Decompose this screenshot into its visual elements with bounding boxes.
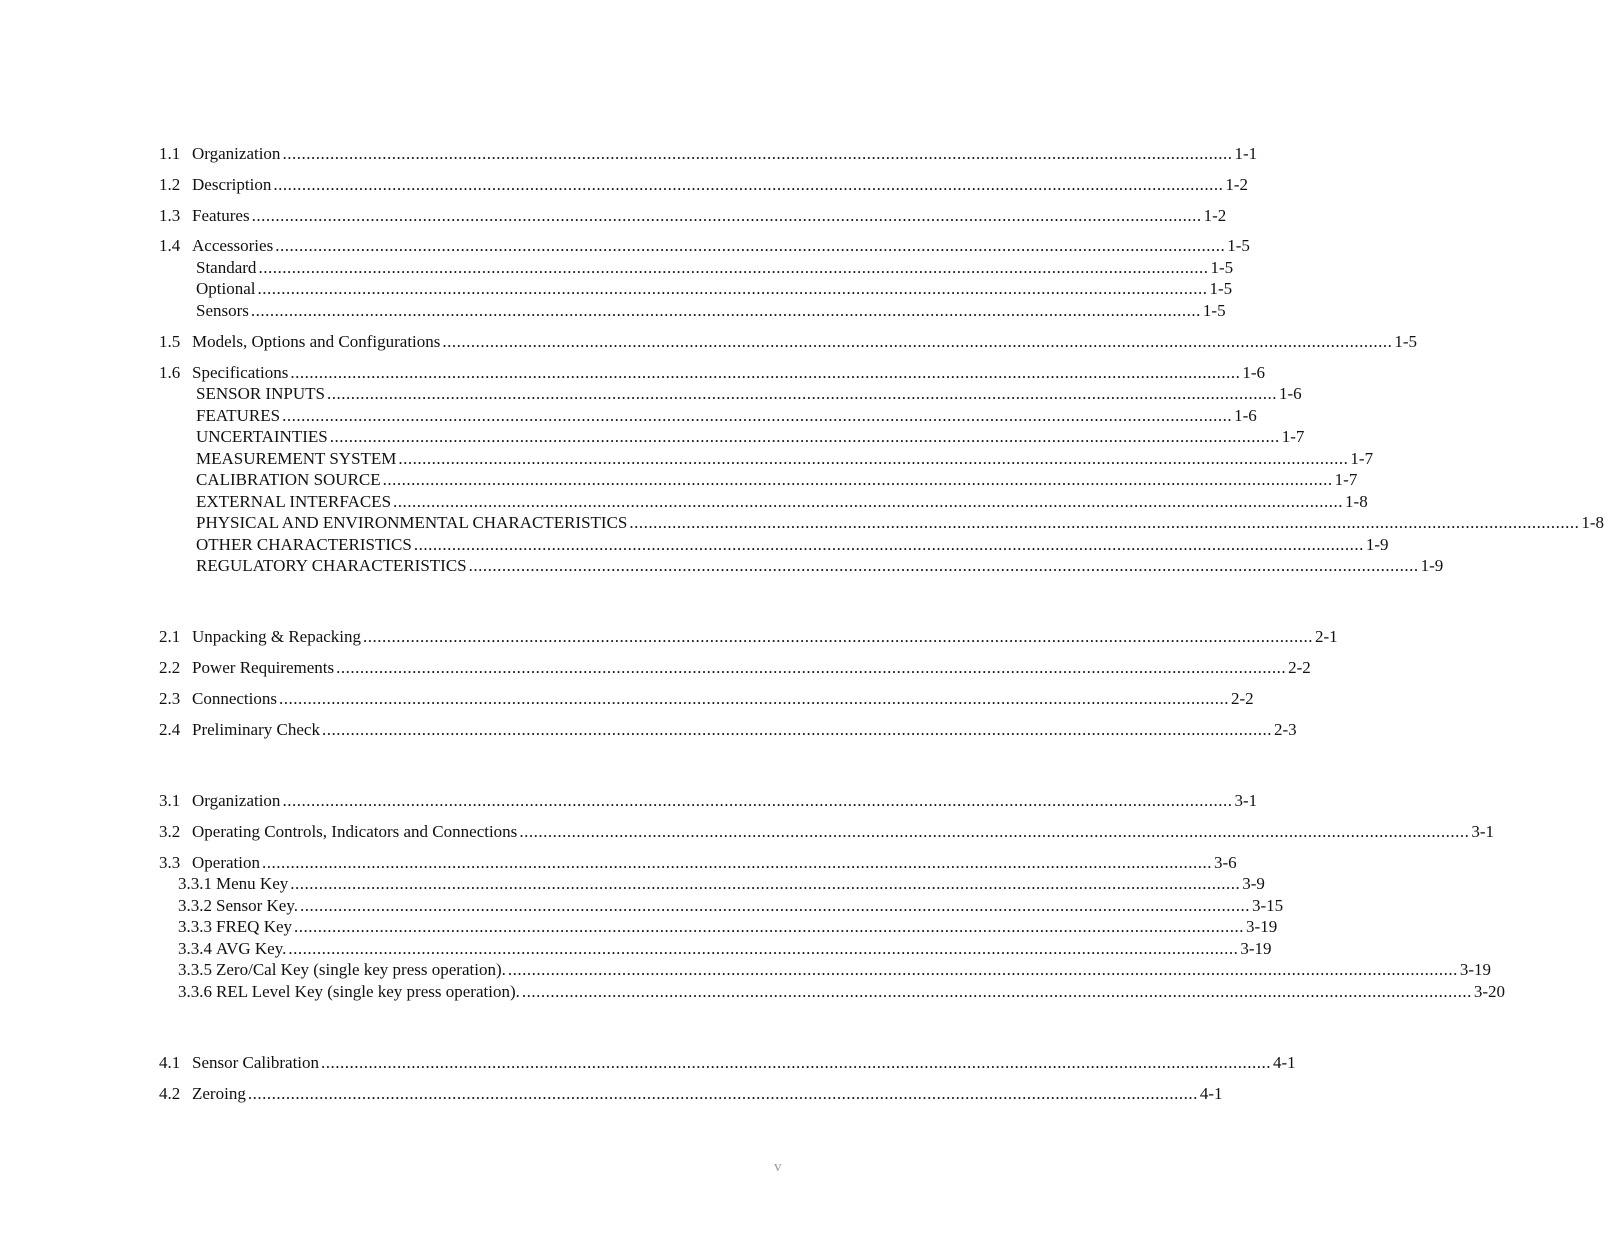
toc-entry-title bbox=[159, 174, 271, 196]
toc-page-number: 3-15 bbox=[1252, 896, 1284, 915]
toc-section-title: Sensor Calibration bbox=[192, 1053, 320, 1072]
toc-section-number: 2.2 bbox=[159, 658, 181, 677]
toc-page-number: 1-7 bbox=[1334, 470, 1358, 489]
toc-entry[interactable] bbox=[178, 959, 1492, 981]
toc-entry-title bbox=[178, 873, 288, 895]
toc-page-number: 1-9 bbox=[1420, 556, 1444, 575]
toc-entry-title bbox=[178, 981, 520, 1003]
toc-section-title: CALIBRATION SOURCE bbox=[196, 470, 381, 489]
dot-leader: ........................................................................................................................................................................................................ bbox=[247, 1084, 1198, 1103]
toc-entry[interactable] bbox=[196, 534, 1389, 556]
toc-section-title: Models, Options and Configurations bbox=[192, 332, 441, 351]
toc-page-number: 1-7 bbox=[1281, 427, 1305, 446]
toc-page-number: 3-9 bbox=[1242, 874, 1265, 893]
toc-entry[interactable] bbox=[196, 512, 1604, 534]
toc-entry[interactable] bbox=[178, 938, 1272, 960]
toc-section-number: 3.3.4 bbox=[178, 939, 212, 958]
toc-entry[interactable] bbox=[196, 426, 1305, 448]
toc-section-number: 3.3.3 bbox=[178, 917, 212, 936]
dot-leader: ........................................................................................................................................................................................................ bbox=[521, 982, 1472, 1001]
toc-section-number: 3.1 bbox=[159, 791, 181, 810]
toc-section-number: 1.1 bbox=[159, 144, 181, 163]
dot-leader: ........................................................................................................................................................................................................ bbox=[321, 1053, 1272, 1072]
toc-page-number: 1-7 bbox=[1350, 449, 1374, 468]
toc-page-number: 2-3 bbox=[1273, 720, 1297, 739]
toc-section-title: Zeroing bbox=[192, 1084, 246, 1103]
toc-section-number: 3.3.2 bbox=[178, 896, 212, 915]
toc-entry[interactable] bbox=[159, 1083, 1223, 1105]
toc-section-title: MEASUREMENT SYSTEM bbox=[196, 449, 397, 468]
toc-entry-title bbox=[159, 852, 260, 874]
toc-entry[interactable] bbox=[196, 448, 1374, 470]
toc-entry-title bbox=[159, 205, 250, 227]
toc-entry-title bbox=[196, 300, 249, 322]
toc-entry[interactable] bbox=[159, 331, 1418, 353]
dot-leader: ........................................................................................................................................................................................................ bbox=[442, 332, 1393, 351]
toc-page-number: 4-1 bbox=[1273, 1053, 1296, 1072]
toc-section-title: Unpacking & Repacking bbox=[192, 627, 362, 646]
toc-section-title: Preliminary Check bbox=[192, 720, 320, 739]
toc-page-number: 1-6 bbox=[1234, 406, 1257, 425]
toc-entry-title bbox=[196, 257, 256, 279]
toc-section-number: 4.1 bbox=[159, 1053, 181, 1072]
toc-page-number: 3-19 bbox=[1240, 939, 1272, 958]
toc-section-title: Optional bbox=[196, 279, 256, 298]
toc-section-title: Organization bbox=[192, 144, 281, 163]
toc-section-title: Power Requirements bbox=[192, 658, 335, 677]
toc-entry[interactable] bbox=[159, 174, 1248, 196]
toc-entry-title bbox=[196, 491, 391, 513]
toc-section-number: 1.4 bbox=[159, 236, 181, 255]
toc-section-number: 3.3.6 bbox=[178, 982, 212, 1001]
toc-section-number: 1.5 bbox=[159, 332, 181, 351]
toc-entry-title bbox=[178, 895, 298, 917]
toc-entry[interactable] bbox=[196, 383, 1302, 405]
toc-entry-title bbox=[196, 534, 412, 556]
toc-page-number: 1-8 bbox=[1581, 513, 1604, 532]
dot-leader: ........................................................................................................................................................................................................ bbox=[294, 917, 1245, 936]
toc-section-title: SENSOR INPUTS bbox=[196, 384, 325, 403]
toc-section-number: 4.2 bbox=[159, 1084, 181, 1103]
toc-section-title: Sensors bbox=[196, 301, 249, 320]
toc-entry-title bbox=[159, 790, 280, 812]
toc-entry[interactable] bbox=[178, 895, 1284, 917]
toc-entry[interactable] bbox=[196, 555, 1444, 577]
toc-entry-title bbox=[159, 1083, 246, 1105]
toc-section-title: REL Level Key (single key press operation). bbox=[216, 982, 520, 1001]
toc-section-title: UNCERTAINTIES bbox=[196, 427, 328, 446]
toc-entry-title bbox=[178, 959, 506, 981]
toc-section-title: Organization bbox=[192, 791, 281, 810]
dot-leader: ........................................................................................................................................................................................................ bbox=[398, 449, 1349, 468]
toc-page-number: 1-5 bbox=[1210, 258, 1234, 277]
dot-leader: ........................................................................................................................................................................................................ bbox=[251, 206, 1202, 225]
toc-page-number: 1-5 bbox=[1202, 301, 1226, 320]
toc-page-number: 2-1 bbox=[1315, 627, 1338, 646]
toc-section-number: 3.3.5 bbox=[178, 960, 212, 979]
toc-section-title: Operation bbox=[192, 853, 260, 872]
toc-entry[interactable] bbox=[159, 657, 1311, 679]
toc-section-title: FREQ Key bbox=[216, 917, 293, 936]
toc-section-title: Sensor Key. bbox=[216, 896, 298, 915]
toc-page-number: 2-2 bbox=[1288, 658, 1311, 677]
toc-section-title: AVG Key. bbox=[216, 939, 287, 958]
dot-leader: ........................................................................................................................................................................................................ bbox=[519, 822, 1470, 841]
toc-entry-title bbox=[196, 426, 328, 448]
toc-page-number: 1-5 bbox=[1394, 332, 1418, 351]
toc-page-number: 1-5 bbox=[1209, 279, 1233, 298]
toc-page-number: 1-1 bbox=[1234, 144, 1258, 163]
toc-entry[interactable] bbox=[159, 852, 1237, 874]
dot-leader: ........................................................................................................................................................................................................ bbox=[257, 279, 1208, 298]
toc-entry-title bbox=[196, 448, 396, 470]
toc-section-title: Operating Controls, Indicators and Connections bbox=[192, 822, 518, 841]
toc-section-title: OTHER CHARACTERISTICS bbox=[196, 535, 412, 554]
toc-page-number: 1-5 bbox=[1227, 236, 1250, 255]
dot-leader: ........................................................................................................................................................................................................ bbox=[288, 939, 1239, 958]
toc-entry-title bbox=[159, 362, 288, 384]
toc-section-title: Standard bbox=[196, 258, 257, 277]
toc-entry[interactable] bbox=[178, 873, 1265, 895]
toc-entry-title bbox=[159, 821, 517, 843]
dot-leader: ........................................................................................................................................................................................................ bbox=[275, 236, 1226, 255]
toc-page-number: 1-6 bbox=[1242, 363, 1265, 382]
toc-section-number: 1.3 bbox=[159, 206, 181, 225]
toc-page-number: 1-8 bbox=[1345, 492, 1368, 511]
dot-leader: ........................................................................................................................................................................................................ bbox=[329, 427, 1280, 446]
toc-section-number: 2.3 bbox=[159, 689, 181, 708]
toc-section-number: 3.3 bbox=[159, 853, 181, 872]
toc-section-title: Zero/Cal Key (single key press operation). bbox=[216, 960, 506, 979]
toc-section-title: PHYSICAL AND ENVIRONMENTAL CHARACTERISTICS bbox=[196, 513, 628, 532]
toc-section-title: Specifications bbox=[192, 363, 289, 382]
page-number: v bbox=[774, 1159, 782, 1175]
toc-page-number: 1-6 bbox=[1278, 384, 1302, 403]
toc-page-number: 3-20 bbox=[1473, 982, 1506, 1001]
dot-leader: ........................................................................................................................................................................................................ bbox=[321, 720, 1272, 739]
toc-section-title: Description bbox=[192, 175, 272, 194]
toc-page-number: 3-19 bbox=[1459, 960, 1492, 979]
toc-section-title: Features bbox=[192, 206, 250, 225]
toc-entry-title bbox=[159, 719, 320, 741]
toc-entry[interactable] bbox=[159, 362, 1265, 384]
toc-section-title: FEATURES bbox=[196, 406, 281, 425]
toc-entry[interactable] bbox=[159, 719, 1297, 741]
toc-entry[interactable] bbox=[159, 688, 1254, 710]
toc-entry-title bbox=[159, 235, 273, 257]
toc-entry[interactable] bbox=[159, 143, 1258, 165]
dot-leader: ........................................................................................................................................................................................................ bbox=[507, 960, 1458, 979]
toc-page-number: 3-19 bbox=[1246, 917, 1278, 936]
dot-leader: ........................................................................................................................................................................................................ bbox=[363, 627, 1314, 646]
dot-leader: ........................................................................................................................................................................................................ bbox=[261, 853, 1212, 872]
toc-section-number: 1.6 bbox=[159, 363, 181, 382]
dot-leader: ........................................................................................................................................................................................................ bbox=[393, 492, 1344, 511]
toc-page-number: 3-6 bbox=[1213, 853, 1237, 872]
toc-entry[interactable] bbox=[159, 790, 1258, 812]
toc-section-number: 3.2 bbox=[159, 822, 181, 841]
toc-entry[interactable] bbox=[196, 491, 1368, 513]
toc-page-number: 1-9 bbox=[1365, 535, 1389, 554]
dot-leader: ........................................................................................................................................................................................................ bbox=[282, 791, 1233, 810]
toc-entry-title bbox=[159, 143, 280, 165]
toc-entry-title bbox=[196, 383, 325, 405]
toc-entry-title bbox=[196, 405, 280, 427]
dot-leader: ........................................................................................................................................................................................................ bbox=[290, 874, 1241, 893]
toc-entry[interactable] bbox=[196, 278, 1233, 300]
toc-entry[interactable] bbox=[159, 821, 1494, 843]
toc-entry[interactable] bbox=[159, 626, 1338, 648]
toc-section-number: 3.3.1 bbox=[178, 874, 212, 893]
toc-entry[interactable] bbox=[159, 205, 1227, 227]
dot-leader: ........................................................................................................................................................................................................ bbox=[290, 363, 1241, 382]
toc-entry[interactable] bbox=[196, 300, 1226, 322]
dot-leader: ........................................................................................................................................................................................................ bbox=[382, 470, 1333, 489]
toc-section-title: Connections bbox=[192, 689, 277, 708]
dot-leader: ........................................................................................................................................................................................................ bbox=[282, 406, 1233, 425]
toc-entry[interactable] bbox=[159, 235, 1250, 257]
toc-entry-title bbox=[196, 278, 256, 300]
toc-section-number: 2.1 bbox=[159, 627, 181, 646]
toc-entry-title bbox=[196, 512, 627, 534]
toc-entry-title bbox=[159, 688, 277, 710]
toc-entry[interactable] bbox=[178, 981, 1506, 1003]
toc-entry[interactable] bbox=[196, 469, 1358, 491]
dot-leader: ........................................................................................................................................................................................................ bbox=[468, 556, 1419, 575]
toc-entry-title bbox=[178, 938, 286, 960]
dot-leader: ........................................................................................................................................................................................................ bbox=[250, 301, 1201, 320]
toc-entry[interactable] bbox=[196, 257, 1234, 279]
toc-entry[interactable] bbox=[196, 405, 1257, 427]
toc-entry-title bbox=[196, 555, 467, 577]
toc-section-title: EXTERNAL INTERFACES bbox=[196, 492, 392, 511]
toc-entry-title bbox=[159, 1052, 319, 1074]
dot-leader: ........................................................................................................................................................................................................ bbox=[282, 144, 1233, 163]
toc-section-number: 1.2 bbox=[159, 175, 181, 194]
dot-leader: ........................................................................................................................................................................................................ bbox=[279, 689, 1229, 708]
dot-leader: ........................................................................................................................................................................................................ bbox=[336, 658, 1287, 677]
toc-entry[interactable] bbox=[178, 916, 1278, 938]
toc-section-title: Accessories bbox=[192, 236, 274, 255]
toc-entry-title bbox=[159, 657, 334, 679]
toc-entry-title bbox=[159, 331, 440, 353]
toc-section-number: 2.4 bbox=[159, 720, 181, 739]
dot-leader: ........................................................................................................................................................................................................ bbox=[629, 513, 1580, 532]
toc-page-number: 1-2 bbox=[1203, 206, 1227, 225]
toc-entry-title bbox=[178, 916, 292, 938]
toc-page-number: 4-1 bbox=[1199, 1084, 1223, 1103]
toc-page-number: 3-1 bbox=[1471, 822, 1494, 841]
toc-entry[interactable] bbox=[159, 1052, 1296, 1074]
toc-section-title: Menu Key bbox=[216, 874, 289, 893]
dot-leader: ........................................................................................................................................................................................................ bbox=[413, 535, 1364, 554]
dot-leader: ........................................................................................................................................................................................................ bbox=[326, 384, 1277, 403]
dot-leader: ........................................................................................................................................................................................................ bbox=[258, 258, 1209, 277]
dot-leader: ........................................................................................................................................................................................................ bbox=[273, 175, 1224, 194]
toc-entry-title bbox=[159, 626, 361, 648]
toc-section-title: REGULATORY CHARACTERISTICS bbox=[196, 556, 467, 575]
toc-page-number: 1-2 bbox=[1225, 175, 1248, 194]
dot-leader: ........................................................................................................................................................................................................ bbox=[300, 896, 1250, 915]
toc-page-number: 3-1 bbox=[1234, 791, 1258, 810]
toc-entry-title bbox=[196, 469, 381, 491]
toc-page-number: 2-2 bbox=[1231, 689, 1254, 708]
